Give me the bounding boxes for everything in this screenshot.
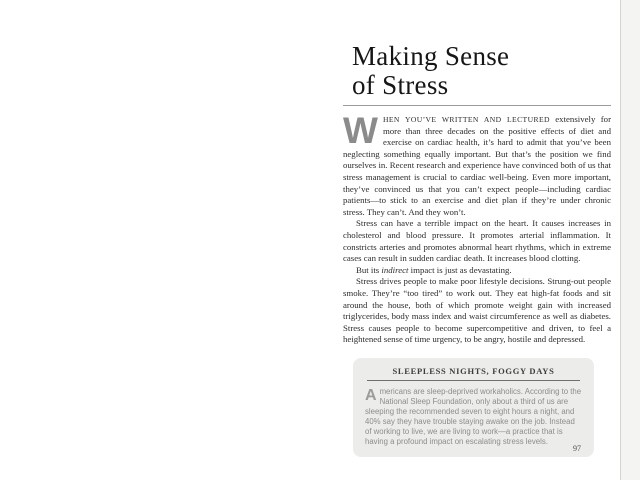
chapter-title — [343, 42, 611, 100]
sidebar-box-body: mericans are sleep-deprived workaholics. According to the National Sleep Foundation, only about a third of us are sleeping the recommended seven to eight hours a night, and 40% say they have trouble staying awake on the job. Instead of working to live, we are living to work—a practice that is having a profound impact on escalating stress levels. — [365, 386, 582, 446]
chapter-body — [343, 110, 611, 346]
title-divider — [343, 105, 611, 106]
paragraph-3-italic: indirect — [381, 264, 409, 275]
paragraph-1-text: extensively for more than three decades on the positive effects of diet and exercise on cardiac health, it’s hard to admit that you’ve been neglecting something equally important. But that’s the position we find ourselves in. Recent research and experience have convinced both of us that stress management is crucial to cardiac well-being. Even more important, they’ve convinced us that you can’t expect people—including cardiac patients—to stick to an exercise and diet plan if they’re under chronic stress. They can’t. And they won’t. — [343, 114, 611, 217]
chapter-title-line2: of Stress — [352, 70, 449, 100]
dropcap-a: A — [365, 386, 377, 404]
paragraph-3-text-a: But its — [356, 264, 382, 275]
sidebar-box-text — [365, 387, 582, 447]
text-column — [343, 42, 611, 457]
sidebar-box — [353, 358, 594, 457]
paragraph-1 — [343, 110, 611, 218]
chapter-title-line1: Making Sense — [352, 41, 510, 71]
page-edge-divider — [620, 0, 621, 480]
paragraph-2: Stress can have a terrible impact on the heart. It causes increases in cholesterol and blood pressure. It promotes arterial inflammation. It constricts arteries and promotes abnormal heart rhythms, which in extreme cases can result in sudden cardiac death. It increases blood clotting. — [343, 218, 611, 264]
page-background-margin — [621, 0, 640, 480]
sidebar-box-heading: SLEEPLESS NIGHTS, FOGGY DAYS — [392, 365, 555, 376]
page-number: 97 — [573, 444, 581, 453]
opening-smallcaps: HEN YOU’VE WRITTEN AND LECTURED — [382, 115, 550, 124]
dropcap-w: W — [343, 110, 378, 151]
paragraph-3 — [343, 265, 611, 277]
paragraph-4: Stress drives people to make poor lifestyle decisions. Strung-out people smoke. They’re “too tired” to work out. They eat high-fat foods and sit around the house, both of which promote weight gain with increased triglycerides, body mass index and waist circumference as well as diabetes. Stress causes people to become supercompetitive and driven, to feel a heightened sense of time urgency, to be angry, hostile and depressed. — [343, 276, 611, 345]
paragraph-3-text-b: impact is just as devastating. — [408, 264, 512, 275]
sidebar-box-divider — [367, 380, 580, 381]
